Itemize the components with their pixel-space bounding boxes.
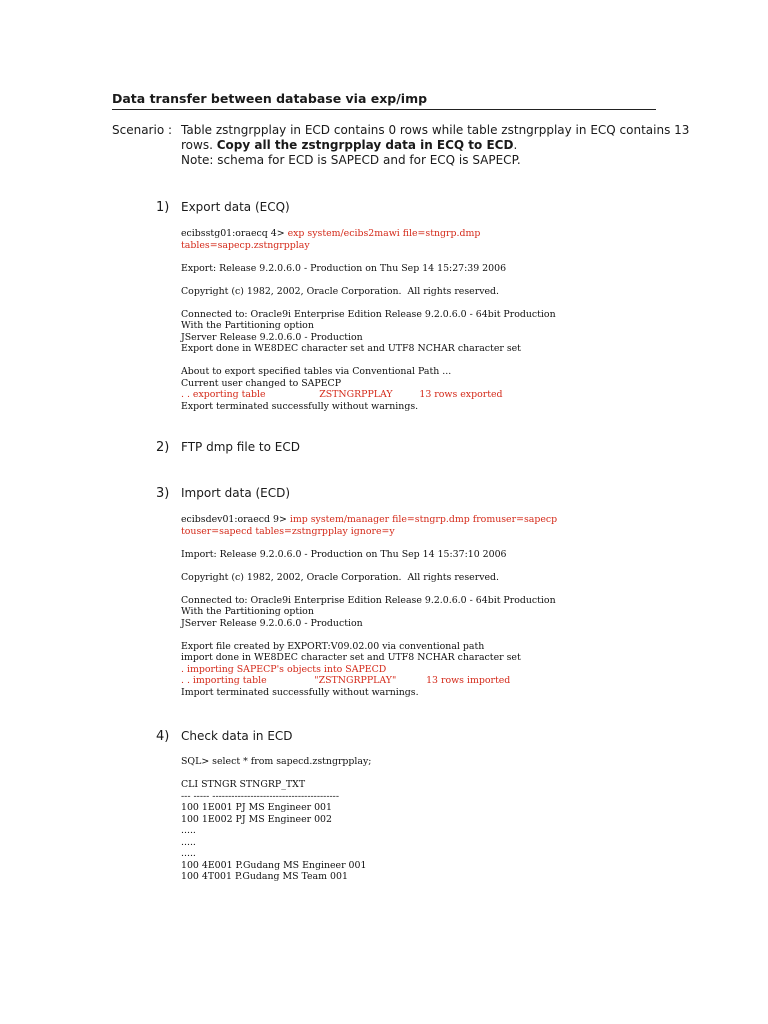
step-3-label: Import data (ECD) xyxy=(181,486,291,500)
export-release: Export: Release 9.2.0.6.0 - Production on Thu Sep 14 15:27:39 2006 xyxy=(181,262,507,274)
import-command-cont: touser=sapecd tables=zstngrpplay ignore=y xyxy=(181,525,395,537)
export-user-changed: Current user changed to SAPECP xyxy=(181,377,342,389)
scenario-note: Note: schema for ECD is SAPECD and for ECQ is SAPECP. xyxy=(181,153,521,167)
scenario-line-2-plain: rows. xyxy=(181,138,217,152)
scenario-label: Scenario : xyxy=(112,123,173,137)
check-output xyxy=(181,756,371,883)
export-connected: Connected to: Oracle9i Enterprise Edition Release 9.2.0.6.0 - 64bit Production xyxy=(181,308,556,320)
scenario-text xyxy=(181,123,690,168)
step-3-number: 3) xyxy=(156,486,170,501)
check-row: 100 1E002 PJ MS Engineer 002 xyxy=(181,813,332,825)
import-copyright: Copyright (c) 1982, 2002, Oracle Corporation. All rights reserved. xyxy=(181,571,500,583)
export-output xyxy=(181,228,556,412)
check-row: 100 4T001 P.Gudang MS Team 001 xyxy=(181,871,348,882)
export-jserver: JServer Release 9.2.0.6.0 - Production xyxy=(181,331,363,343)
scenario-task-bold: Copy all the zstngrpplay data in ECQ to ECD xyxy=(216,138,514,152)
check-query: SQL> select * from sapecd.zstngrpplay; xyxy=(181,756,372,767)
import-release: Import: Release 9.2.0.6.0 - Production on Thu Sep 14 15:37:10 2006 xyxy=(181,548,507,560)
check-ellipsis: ..... xyxy=(181,825,196,836)
step-1-number: 1) xyxy=(156,200,170,215)
export-about: About to export specified tables via Conventional Path ... xyxy=(181,366,452,377)
step-2-number: 2) xyxy=(156,440,170,455)
export-command-cont: tables=sapecp.zstngrpplay xyxy=(181,239,310,251)
check-divider: --- ----- ---------------------------------------- xyxy=(181,790,340,802)
import-charset: import done in WE8DEC character set and UTF8 NCHAR character set xyxy=(181,652,521,663)
step-1-heading xyxy=(156,199,290,216)
page-title: Data transfer between database via exp/imp xyxy=(112,90,656,110)
import-prompt: ecibsdev01:oraecd 9> xyxy=(181,514,290,525)
export-done: Export terminated successfully without warnings. xyxy=(181,400,419,412)
import-file-created: Export file created by EXPORT:V09.02.00 via conventional path xyxy=(181,640,485,652)
check-ellipsis: ..... xyxy=(181,836,196,848)
import-jserver: JServer Release 9.2.0.6.0 - Production xyxy=(181,617,363,629)
step-2-heading xyxy=(156,439,300,456)
step-2-label: FTP dmp file to ECD xyxy=(181,440,300,454)
export-charset: Export done in WE8DEC character set and UTF8 NCHAR character set xyxy=(181,343,521,354)
scenario-line-2 xyxy=(181,138,671,153)
check-header: CLI STNGR STNGRP_TXT xyxy=(181,779,306,790)
import-objects-line: . importing SAPECP's objects into SAPECD xyxy=(181,663,387,675)
export-table-line: . . exporting table ZSTNGRPPLAY 13 rows exported xyxy=(181,389,503,400)
check-row: 100 4E001 P.Gudang MS Engineer 001 xyxy=(181,859,367,871)
export-command: exp system/ecibs2mawi file=stngrp.dmp xyxy=(287,228,481,239)
export-prompt: ecibsstg01:oraecq 4> xyxy=(181,228,288,239)
import-command: imp system/manager file=stngrp.dmp fromuser=sapecp xyxy=(289,514,558,525)
import-output xyxy=(181,514,557,698)
import-table-line: . . importing table "ZSTNGRPPLAY" 13 rows imported xyxy=(181,675,511,686)
scenario-line-2-end: . xyxy=(513,138,518,152)
step-3-heading xyxy=(156,485,290,502)
import-done: Import terminated successfully without warnings. xyxy=(181,686,419,698)
step-4-label: Check data in ECD xyxy=(181,729,293,743)
step-4-heading xyxy=(156,728,293,745)
export-copyright: Copyright (c) 1982, 2002, Oracle Corporation. All rights reserved. xyxy=(181,285,500,297)
check-row: 100 1E001 PJ MS Engineer 001 xyxy=(181,802,332,813)
import-command-line xyxy=(181,514,557,526)
export-partitioning: With the Partitioning option xyxy=(181,320,314,331)
step-1-label: Export data (ECQ) xyxy=(181,200,290,214)
export-command-line xyxy=(181,228,556,240)
step-4-number: 4) xyxy=(156,729,170,744)
import-connected: Connected to: Oracle9i Enterprise Edition Release 9.2.0.6.0 - 64bit Production xyxy=(181,594,556,606)
scenario-line-1: Table zstngrpplay in ECD contains 0 rows while table zstngrpplay in ECQ contains 13 xyxy=(181,123,690,137)
import-partitioning: With the Partitioning option xyxy=(181,606,314,617)
check-ellipsis: ..... xyxy=(181,848,196,859)
